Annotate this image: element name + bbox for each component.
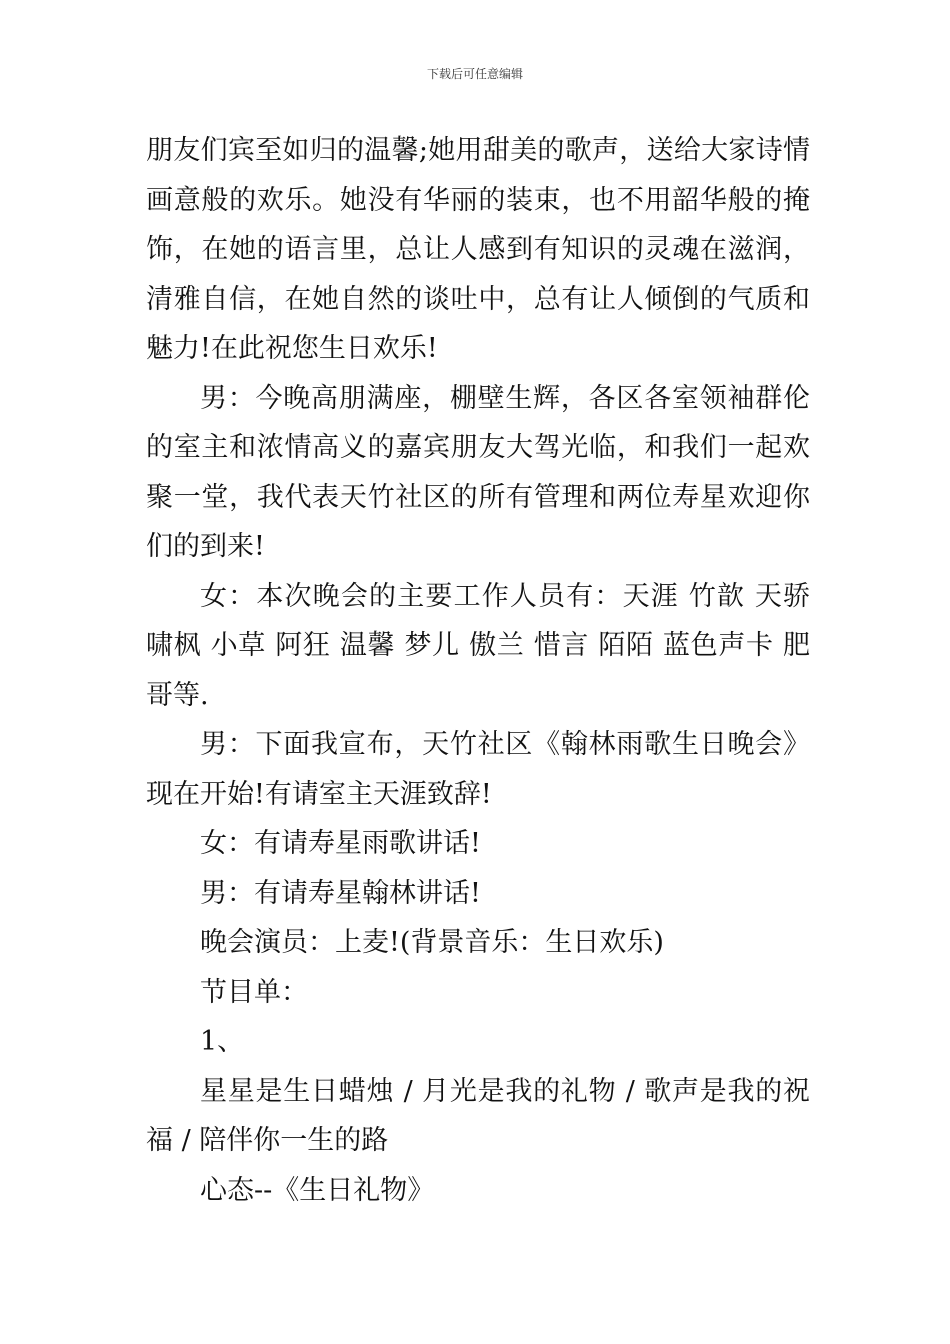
paragraph-host-female-staff: 女：本次晚会的主要工作人员有：天涯 竹歆 天骄 啸枫 小草 阿狂 温馨 梦儿 傲兰 惜言 陌陌 蓝色声卡 肥哥等.: [146, 580, 810, 711]
paragraph-song: 心态--《生日礼物》: [200, 1174, 435, 1206]
page-header-note: 下载后可任意编辑: [426, 67, 523, 81]
document-body: [146, 126, 810, 1215]
paragraph-host-male-invite: 男：有请寿星翰林讲话!: [200, 877, 481, 909]
paragraph-host-male-welcome: 男：今晚高朋满座，棚壁生辉，各区各室领袖群伦的室主和浓情高义的嘉宾朋友大驾光临，和我们一起欢聚一堂，我代表天竹社区的所有管理和两位寿星欢迎你们的到来!: [146, 382, 810, 562]
paragraph-performers: 晚会演员：上麦!(背景音乐：生日欢乐): [200, 927, 664, 958]
paragraph-host-male-announce: 男：下面我宣布，天竹社区《翰林雨歌生日晚会》现在开始!有请室主天涯致辞!: [146, 729, 810, 810]
paragraph-continuation: 朋友们宾至如归的温馨;她用甜美的歌声，送给大家诗情画意般的欢乐。她没有华丽的装束，也不用韶华般的掩饰，在她的语言里，总让人感到有知识的灵魂在滋润，清雅自信，在她自然的谈吐中，总有让人倾倒的气质和魅力!在此祝您生日欢乐!: [146, 135, 810, 364]
paragraph-program-item-number: 1、: [200, 1026, 245, 1057]
paragraph-poem: 星星是生日蜡烛 / 月光是我的礼物 / 歌声是我的祝福 / 陪伴你一生的路: [146, 1075, 810, 1156]
paragraph-host-female-invite: 女：有请寿星雨歌讲话!: [200, 828, 481, 859]
paragraph-program-title: 节目单：: [200, 976, 308, 1008]
